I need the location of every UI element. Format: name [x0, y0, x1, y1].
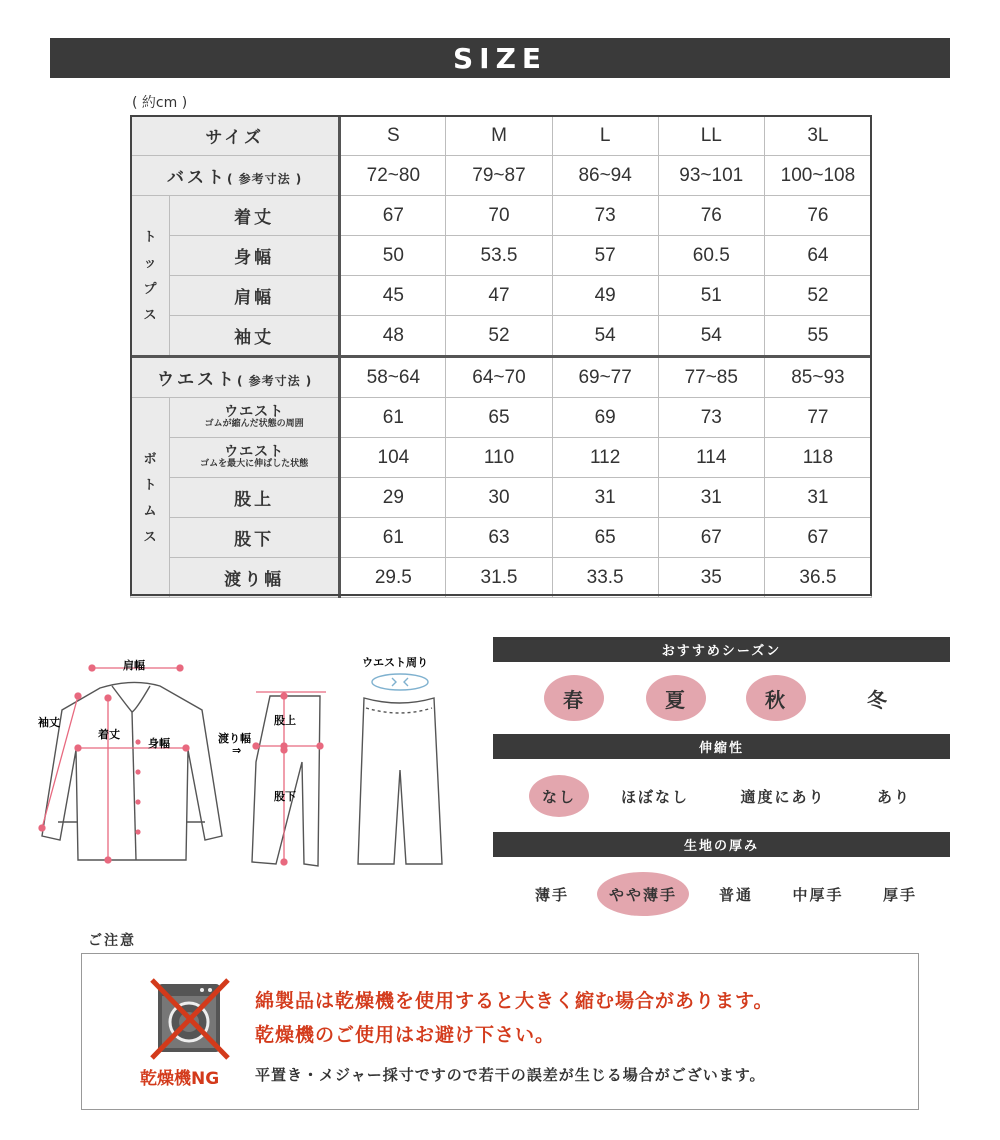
bust-label: バスト	[166, 168, 227, 188]
stretch-bar	[493, 734, 950, 759]
group-char: ト	[143, 228, 157, 244]
inseam-label: 股下	[274, 790, 296, 803]
table-cell: 110	[446, 438, 552, 478]
table-cell: 85~93	[764, 357, 871, 398]
dryer-ng-icon	[148, 978, 232, 1060]
table-cell: 77~85	[658, 357, 764, 398]
group-char: ト	[143, 476, 157, 492]
table-cell: 58~64	[340, 357, 446, 398]
table-cell: 55	[764, 316, 871, 357]
table-cell: 31	[764, 478, 871, 518]
table-cell: 76	[764, 196, 871, 236]
bust-row	[131, 156, 872, 196]
table-cell: 73	[658, 398, 764, 438]
table-cell: 30	[446, 478, 552, 518]
row-label	[170, 398, 340, 438]
table-cell: 31	[658, 478, 764, 518]
dryer-ng-label: 乾燥機NG	[140, 1069, 220, 1089]
row-label: 肩幅	[170, 276, 340, 316]
table-cell: 29.5	[340, 558, 446, 598]
row-label-main: ウエスト	[224, 443, 285, 460]
season-spring: 春	[544, 675, 604, 721]
waist-label: ウエスト	[156, 370, 237, 390]
table-header-row	[131, 116, 872, 156]
caution-red-line-1: 綿製品は乾燥機を使用すると大きく縮む場合があります。	[255, 990, 774, 1012]
size-col-header: 3L	[764, 116, 871, 156]
length-label: 着丈	[98, 728, 120, 741]
waist-label-cell	[131, 357, 340, 398]
size-title: SIZE	[452, 41, 547, 75]
season-autumn: 秋	[746, 675, 806, 721]
table-cell: 35	[658, 558, 764, 598]
table-cell: 77	[764, 398, 871, 438]
table-cell: 70	[446, 196, 552, 236]
table-cell: 52	[446, 316, 552, 357]
caution-title: ご注意	[88, 933, 136, 949]
tops-row	[131, 236, 872, 276]
bottoms-row	[131, 518, 872, 558]
sleeve-label: 袖丈	[38, 716, 60, 729]
table-cell: 86~94	[552, 156, 658, 196]
shirt-illustration	[42, 682, 222, 860]
table-cell: 53.5	[446, 236, 552, 276]
size-header	[50, 38, 950, 78]
table-cell: 118	[764, 438, 871, 478]
measurement-diagram	[20, 650, 470, 880]
size-col-header: LL	[658, 116, 764, 156]
table-cell: 61	[340, 518, 446, 558]
row-label-sub: ゴムを最大に伸ばした状態	[200, 458, 309, 469]
caution-note: 平置き・メジャー採寸ですので若干の誤差が生じる場合がございます。	[255, 1066, 766, 1084]
row-label: 股下	[170, 518, 340, 558]
table-cell: 48	[340, 316, 446, 357]
thickness-slightly-thin: やや薄手	[597, 872, 689, 916]
thigh-arrow: ⇒	[232, 744, 242, 757]
tops-group-label	[131, 196, 170, 357]
thickness-medium-thick: 中厚手	[792, 885, 844, 904]
bust-label-cell	[131, 156, 340, 196]
season-summer: 夏	[646, 675, 706, 721]
size-table	[130, 115, 872, 598]
table-cell: 93~101	[658, 156, 764, 196]
stretch-almost-none: ほぼなし	[620, 787, 689, 806]
season-bar	[493, 637, 950, 662]
bottoms-row	[131, 558, 872, 598]
row-label: 身幅	[170, 236, 340, 276]
bottoms-row	[131, 438, 872, 478]
table-cell: 65	[552, 518, 658, 558]
table-cell: 29	[340, 478, 446, 518]
thickness-title: 生地の厚み	[683, 839, 759, 854]
pants-front-illustration	[358, 698, 442, 864]
thigh-label: 渡り幅	[218, 732, 251, 745]
table-cell: 69	[552, 398, 658, 438]
waist-around-label: ウエスト周り	[362, 656, 428, 669]
thickness-normal: 普通	[718, 885, 753, 904]
table-cell: 49	[552, 276, 658, 316]
stretch-moderate: 適度にあり	[740, 787, 826, 806]
shoulder-label: 肩幅	[123, 659, 145, 672]
table-cell: 47	[446, 276, 552, 316]
table-cell: 104	[340, 438, 446, 478]
table-cell: 33.5	[552, 558, 658, 598]
row-label: 着丈	[170, 196, 340, 236]
tops-row	[131, 276, 872, 316]
thickness-bar	[493, 832, 950, 857]
tops-row	[131, 196, 872, 236]
table-cell: 31	[552, 478, 658, 518]
group-char: ム	[143, 502, 157, 518]
row-label-main: ウエスト	[224, 403, 285, 420]
caution-red-line-2: 乾燥機のご使用はお避け下さい。	[255, 1024, 556, 1046]
size-label-cell: サイズ	[131, 116, 340, 156]
stretch-title: 伸縮性	[698, 741, 744, 756]
waist-around-icon	[372, 674, 428, 690]
table-cell: 64	[764, 236, 871, 276]
table-cell: 36.5	[764, 558, 871, 598]
bust-sub: ( 参考寸法 )	[226, 172, 303, 186]
table-cell: 57	[552, 236, 658, 276]
bottoms-group-label	[131, 398, 170, 598]
size-col-header: L	[552, 116, 658, 156]
table-cell: 31.5	[446, 558, 552, 598]
table-cell: 79~87	[446, 156, 552, 196]
table-cell: 52	[764, 276, 871, 316]
table-cell: 73	[552, 196, 658, 236]
table-cell: 114	[658, 438, 764, 478]
shirt-buttons	[135, 739, 140, 834]
row-label-sub: ゴムが縮んだ状態の周囲	[204, 418, 304, 429]
waist-sub: ( 参考寸法 )	[236, 374, 313, 388]
waist-row	[131, 357, 872, 398]
stretch-none: なし	[529, 775, 589, 817]
stretch-yes: あり	[876, 787, 911, 806]
table-cell: 61	[340, 398, 446, 438]
group-char: ス	[143, 528, 157, 544]
table-cell: 67	[658, 518, 764, 558]
table-cell: 67	[764, 518, 871, 558]
thickness-thin: 薄手	[534, 885, 569, 904]
table-cell: 64~70	[446, 357, 552, 398]
table-cell: 69~77	[552, 357, 658, 398]
group-char: プ	[143, 280, 157, 296]
unit-note: ( 約cm )	[132, 95, 188, 111]
table-cell: 54	[552, 316, 658, 357]
group-char: ス	[143, 306, 157, 322]
table-cell: 65	[446, 398, 552, 438]
table-cell: 72~80	[340, 156, 446, 196]
bottoms-row	[131, 478, 872, 518]
table-cell: 51	[658, 276, 764, 316]
row-label: 袖丈	[170, 316, 340, 357]
table-cell: 112	[552, 438, 658, 478]
table-cell: 67	[340, 196, 446, 236]
group-char: ッ	[143, 254, 157, 270]
table-cell: 45	[340, 276, 446, 316]
table-cell: 76	[658, 196, 764, 236]
table-cell: 63	[446, 518, 552, 558]
table-cell: 100~108	[764, 156, 871, 196]
row-label	[170, 438, 340, 478]
table-cell: 54	[658, 316, 764, 357]
row-label: 渡り幅	[170, 558, 340, 598]
season-winter: 冬	[867, 687, 889, 712]
table-cell: 60.5	[658, 236, 764, 276]
width-label: 身幅	[148, 737, 170, 750]
table-cell: 50	[340, 236, 446, 276]
tops-row	[131, 316, 872, 357]
bottoms-row	[131, 398, 872, 438]
row-label: 股上	[170, 478, 340, 518]
size-col-header: S	[340, 116, 446, 156]
thickness-thick: 厚手	[882, 885, 917, 904]
size-col-header: M	[446, 116, 552, 156]
season-title: おすすめシーズン	[661, 644, 782, 659]
group-char: ボ	[143, 450, 157, 466]
rise-label: 股上	[274, 714, 296, 727]
